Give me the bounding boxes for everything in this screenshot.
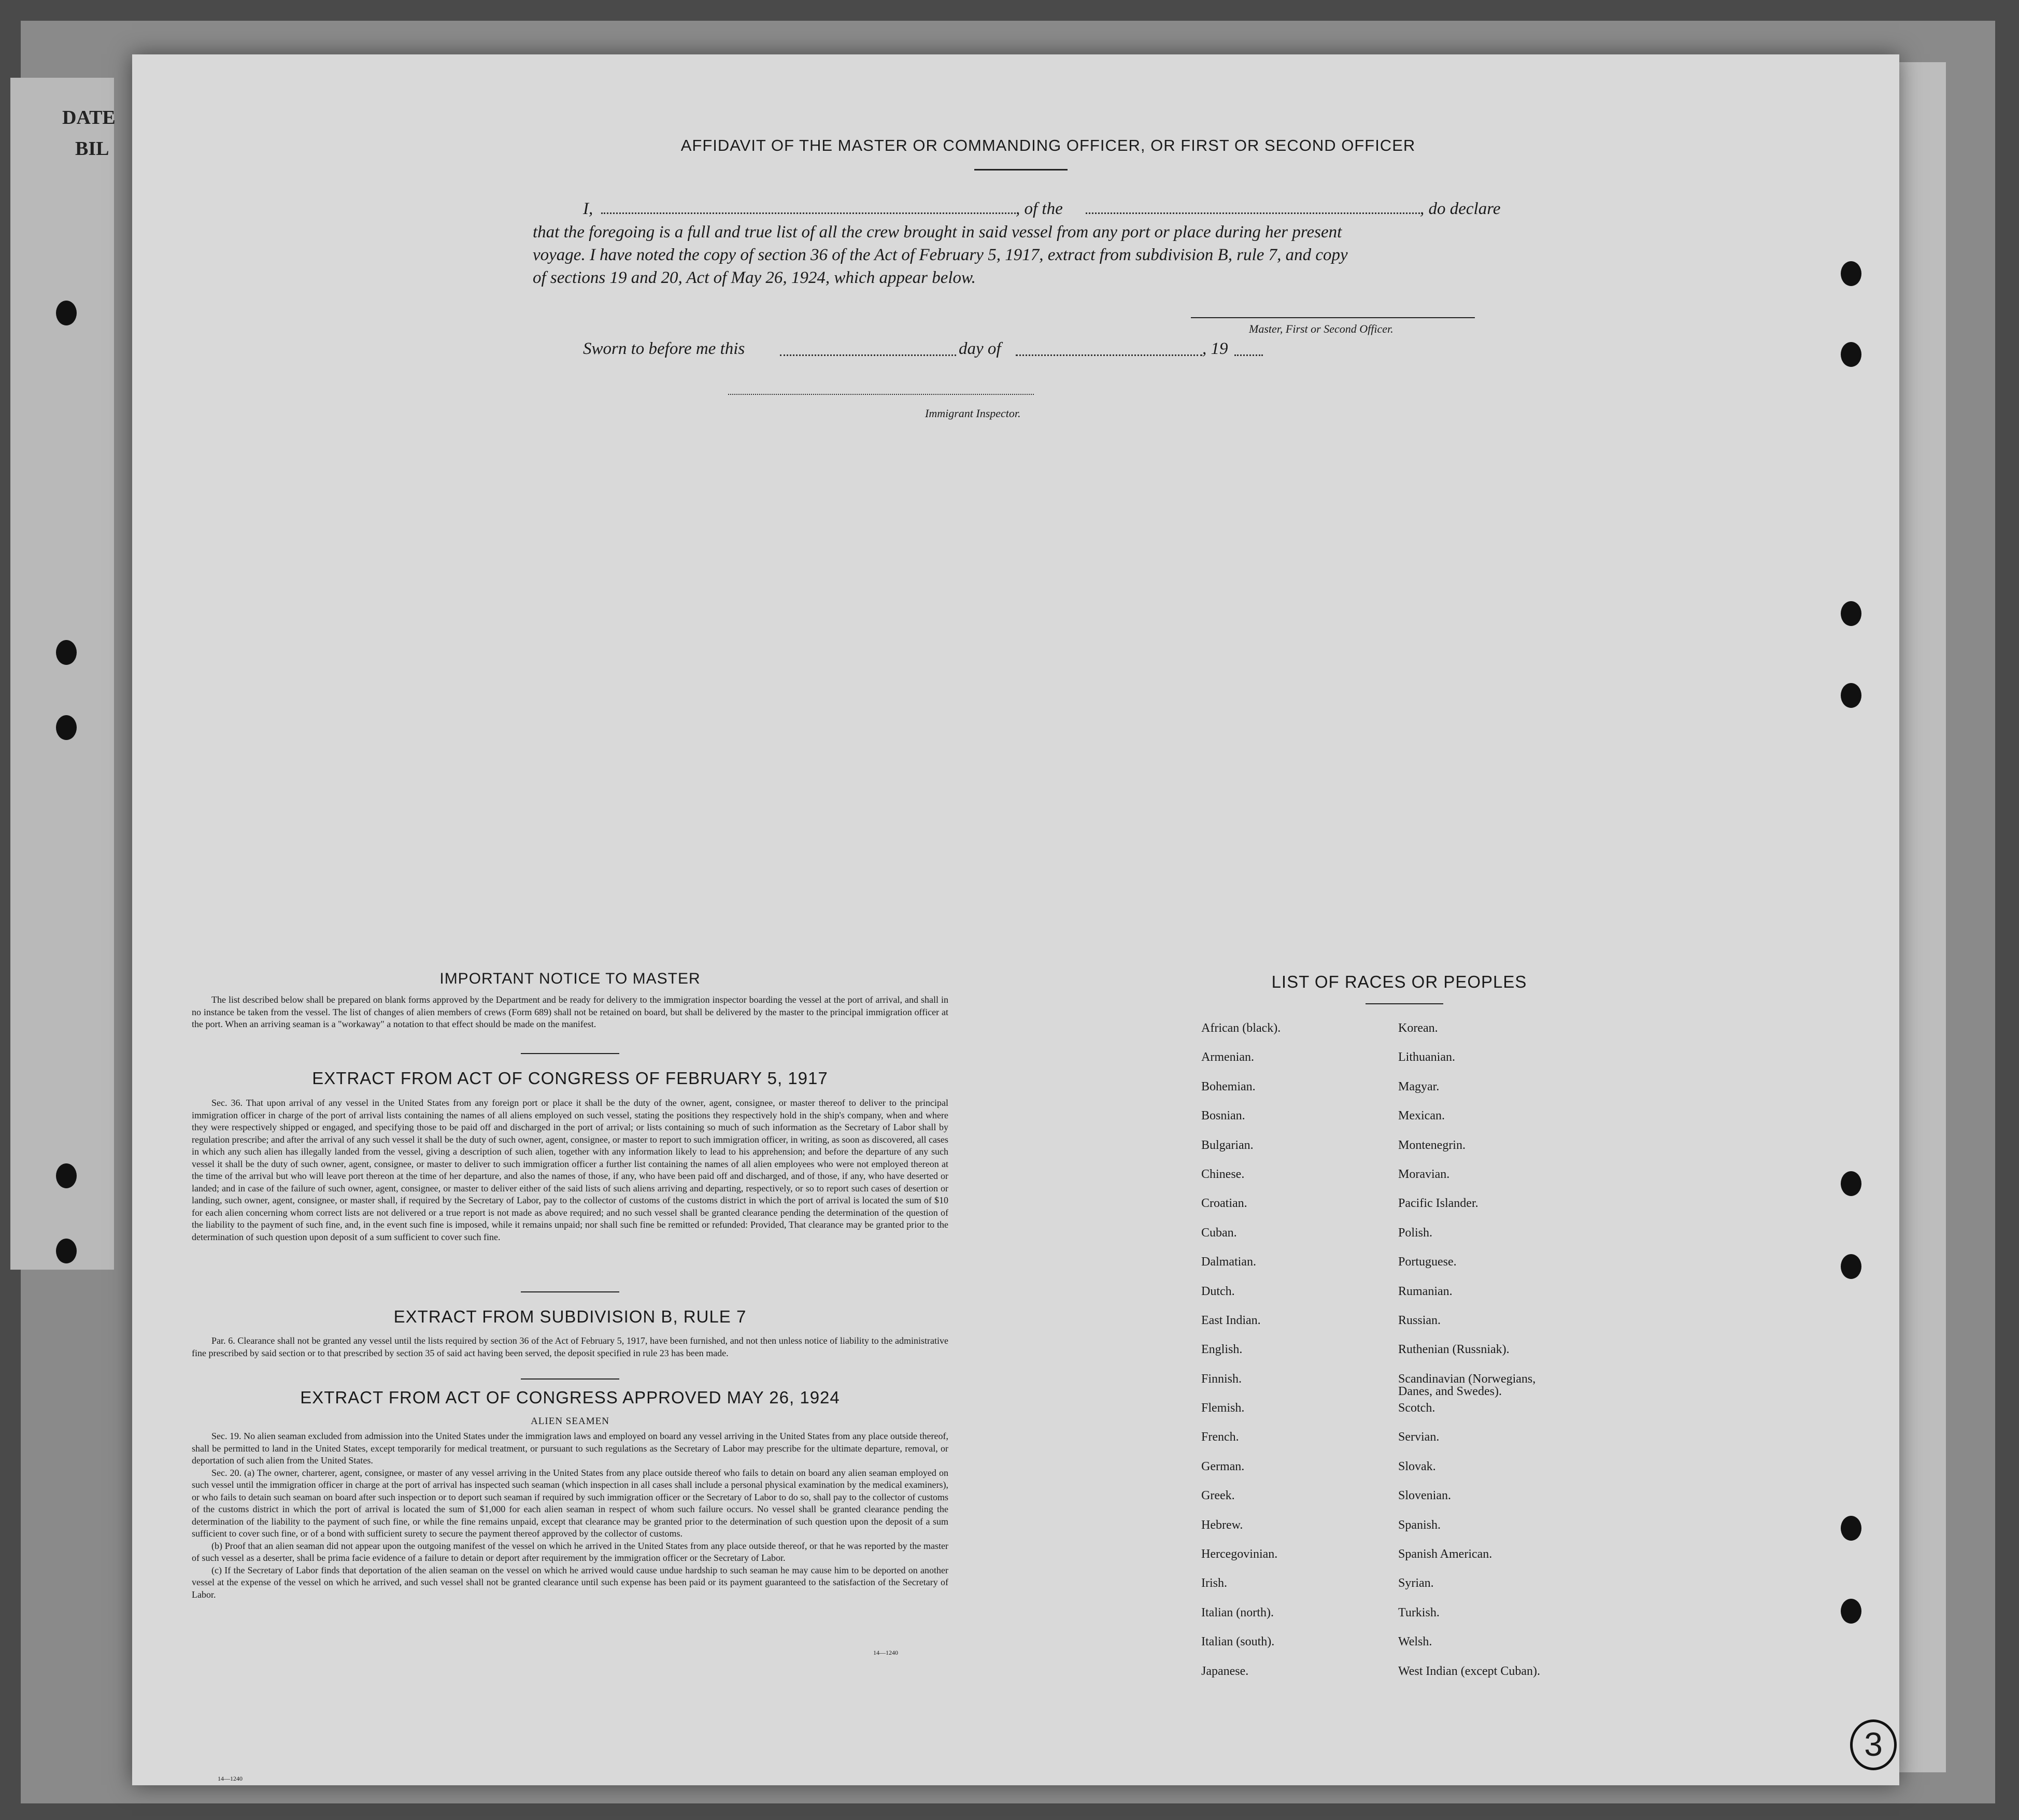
extract-1924-text	[192, 1430, 948, 1601]
race-left-item: Chinese.	[1201, 1167, 1245, 1181]
race-left-item: Italian (north).	[1201, 1605, 1274, 1619]
race-right-item: Scotch.	[1398, 1401, 1435, 1415]
race-right-item: Servian.	[1398, 1430, 1440, 1444]
back-sheet-label-bil: BIL	[75, 138, 109, 160]
notice-title: IMPORTANT NOTICE TO MASTER	[439, 970, 701, 987]
race-left-item: Croatian.	[1201, 1197, 1247, 1211]
punch-hole	[1841, 1171, 1861, 1196]
races-divider	[1366, 1003, 1443, 1004]
year-text: , 19	[1202, 339, 1228, 358]
extract-1917-title: EXTRACT FROM ACT OF CONGRESS OF FEBRUARY 5, 1917	[312, 1069, 828, 1088]
race-right-item: Mexican.	[1398, 1109, 1445, 1123]
notice-paragraph: The list described below shall be prepared on blank forms approved by the Department and be ready for delivery to the immigration inspector boarding the vessel at the port of arrival, and shall in no instance be taken from the vessel. The list of changes of alien members of crews (Form 689) shall not be retained on board, but shall be delivered by the master to the principal immigration officer at the port. When an arriving seaman is a "workaway" a notation to that effect should be made on the manifest.	[192, 994, 948, 1029]
name-blank[interactable]	[601, 212, 1016, 214]
race-left-item: Japanese.	[1201, 1664, 1249, 1678]
paper-edge	[1899, 62, 1946, 1772]
sworn-year-blank[interactable]	[1234, 354, 1263, 356]
vessel-blank[interactable]	[1086, 212, 1420, 214]
race-right-item: Montenegrin.	[1398, 1138, 1466, 1152]
race-right-item: Korean.	[1398, 1021, 1438, 1035]
race-left-item: Bosnian.	[1201, 1109, 1245, 1123]
race-left-item: Hercegovinian.	[1201, 1547, 1278, 1561]
extract-1924-title: EXTRACT FROM ACT OF CONGRESS APPROVED MAY 26, 1924	[300, 1388, 840, 1407]
affidavit-do-declare: , do declare	[1420, 200, 1501, 218]
race-right-item: Pacific Islander.	[1398, 1197, 1478, 1211]
master-signature-line[interactable]	[1191, 317, 1475, 318]
race-left-item: African (black).	[1201, 1021, 1281, 1035]
section-20a-paragraph: Sec. 20. (a) The owner, charterer, agent, consignee, or master of any vessel arriving in the United States from any place outside thereof who fails to detain on board any alien seaman employed on such vessel until the immigration officer in charge at the port of arrival has inspected such seaman (which inspection in all cases shall include a personal physical examination by the medical examiners), or who fails to detain such seaman on board after such inspection or to deport such seaman if required by such immigration officer or the Secretary of Labor to do so, shall pay to the collector of customs of the customs district in which the port of arrival is located the sum of $1,000 for each alien seaman in respect of whom such failure occurs. No vessel shall be granted clearance pending the determination of the liability to the payment of such fine, or while the fine remains unpaid, except that clearance may be granted prior to the determination of such question upon the deposit of a sum sufficient to cover such fine, or of a bond with sufficient surety to secure the payment thereof approved by the collector of customs.	[192, 1467, 948, 1539]
race-left-item: Bulgarian.	[1201, 1138, 1254, 1152]
affidavit-of-the: , of the	[1016, 200, 1063, 218]
race-left-item: English.	[1201, 1343, 1243, 1357]
race-right-item: Ruthenian (Russniak).	[1398, 1343, 1510, 1357]
race-right-item: Moravian.	[1398, 1167, 1450, 1181]
race-right-item: Slovenian.	[1398, 1489, 1451, 1503]
notice-divider	[521, 1053, 619, 1054]
affidavit-i: I,	[583, 200, 593, 218]
race-right-item: Spanish American.	[1398, 1547, 1492, 1561]
race-right-item: Slovak.	[1398, 1459, 1436, 1473]
race-left-item: German.	[1201, 1459, 1245, 1473]
race-right-item: Polish.	[1398, 1226, 1433, 1240]
races-right-column	[1398, 1022, 1688, 1694]
form-number: 14—1240	[873, 1649, 898, 1656]
race-right-item: Portuguese.	[1398, 1255, 1457, 1269]
master-signature-label: Master, First or Second Officer.	[1249, 322, 1394, 335]
affidavit-line-2: that the foregoing is a full and true list of all the crew brought in said vessel from any port or place during her present	[533, 223, 1342, 241]
race-right-item: West Indian (except Cuban).	[1398, 1664, 1540, 1678]
race-left-item: Italian (south).	[1201, 1635, 1275, 1649]
affidavit-title: AFFIDAVIT OF THE MASTER OR COMMANDING OFFICER, OR FIRST OR SECOND OFFICER	[680, 136, 1416, 154]
sworn-text: Sworn to before me this	[583, 339, 745, 358]
race-right-item: Scandinavian (Norwegians, Danes, and Swedes).	[1398, 1372, 1536, 1398]
extract-1917-divider	[521, 1291, 619, 1292]
extract-1917-text	[192, 1097, 948, 1243]
rule-7-text	[192, 1335, 948, 1359]
race-left-item: Greek.	[1201, 1489, 1235, 1503]
back-sheet-label-date: DATE	[62, 107, 116, 129]
race-right-item: Syrian.	[1398, 1576, 1434, 1590]
race-left-item: Hebrew.	[1201, 1518, 1243, 1532]
back-sheet-form-number: 14—1240	[218, 1775, 243, 1782]
race-right-item: Welsh.	[1398, 1635, 1432, 1649]
inspector-signature-label: Immigrant Inspector.	[925, 407, 1021, 420]
race-right-item: Russian.	[1398, 1313, 1441, 1327]
back-sheet-strip	[10, 78, 114, 1270]
day-of-text: day of	[959, 339, 1001, 358]
punch-hole	[1841, 601, 1861, 626]
punch-hole	[56, 1163, 77, 1188]
race-left-item: Finnish.	[1201, 1372, 1242, 1386]
sworn-date-blank[interactable]	[780, 354, 956, 356]
punch-hole	[1841, 342, 1861, 367]
punch-hole	[1841, 261, 1861, 286]
race-left-item: Dutch.	[1201, 1284, 1235, 1298]
punch-hole	[1841, 1516, 1861, 1541]
sworn-month-blank[interactable]	[1016, 354, 1202, 356]
punch-hole	[56, 640, 77, 665]
title-divider	[974, 169, 1068, 170]
race-right-item: Lithuanian.	[1398, 1050, 1455, 1064]
race-left-item: Armenian.	[1201, 1050, 1254, 1064]
rule-7-title: EXTRACT FROM SUBDIVISION B, RULE 7	[393, 1307, 747, 1326]
affidavit-line-4: of sections 19 and 20, Act of May 26, 1924, which appear below.	[533, 268, 976, 287]
rule-7-divider	[521, 1378, 619, 1380]
race-right-item: Rumanian.	[1398, 1284, 1453, 1298]
punch-hole	[56, 301, 77, 325]
alien-seamen-subtitle: ALIEN SEAMEN	[531, 1416, 609, 1427]
punch-hole	[1841, 683, 1861, 708]
race-left-item: Flemish.	[1201, 1401, 1245, 1415]
section-20b-paragraph: (b) Proof that an alien seaman did not appear upon the outgoing manifest of the vessel on which he arrived in the United States from any place outside thereof, or that he was reported by the master of such vessel as a deserter, shall be prima facie evidence of a failure to detain or deport after requirement by the immigration officer or the Secretary of Labor.	[192, 1540, 948, 1563]
section-20c-paragraph: (c) If the Secretary of Labor finds that deportation of the alien seaman on the vessel on which he arrived would cause undue hardship to such seaman he may cause him to be deported on another vessel at the expense of the vessel on which he arrived, and such vessel shall not be granted clearance until such expense has been paid or its payment guaranteed to the satisfaction of the Secretary of Labor.	[192, 1565, 948, 1600]
section-19-paragraph: Sec. 19. No alien seaman excluded from admission into the United States under the immigration laws and employed on board any vessel arriving in the United States from any place outside thereof, shall be permitted to land in the United States, except temporarily for medical treatment, or pursuant to such regulations as the Secretary of Labor may prescribe for the ultimate departure, removal, or deportation of such alien from the United States.	[192, 1431, 948, 1466]
punch-hole	[56, 715, 77, 740]
race-right-item: Turkish.	[1398, 1605, 1440, 1619]
race-left-item: Cuban.	[1201, 1226, 1237, 1240]
page-number: 3	[1850, 1719, 1897, 1770]
notice-text	[192, 994, 948, 1031]
race-right-item: Spanish.	[1398, 1518, 1441, 1532]
race-left-item: Irish.	[1201, 1576, 1227, 1590]
race-left-item: East Indian.	[1201, 1313, 1261, 1327]
race-left-item: French.	[1201, 1430, 1239, 1444]
races-title: LIST OF RACES OR PEOPLES	[1271, 972, 1527, 991]
race-right-item: Magyar.	[1398, 1079, 1440, 1093]
affidavit-line-3: voyage. I have noted the copy of section 36 of the Act of February 5, 1917, extract from subdivision B, rule 7, and copy	[533, 246, 1348, 264]
race-left-item: Bohemian.	[1201, 1079, 1256, 1093]
punch-hole	[1841, 1599, 1861, 1624]
inspector-signature-line[interactable]	[728, 394, 1034, 395]
section-36-paragraph: Sec. 36. That upon arrival of any vessel in the United States from any foreign port or place it shall be the duty of the owner, agent, consignee, or master thereof to deliver to the principal immigration officer in charge of the port of arrival lists containing the names of all aliens employed on such vessel, stating the positions they respectively hold in the ship's company, when and where they were respectively shipped or engaged, and specifying those to be paid off and discharged in the port of arrival; or lists containing so much of such information as the Secretary of Labor shall by regulation prescribe; and after the arrival of any such vessel it shall be the duty of such owner, agent, consignee, or master to report to such immigration officer, in writing, as soon as discovered, all cases in which any such alien has illegally landed from the vessel, giving a description of such alien, together with any information likely to lead to his apprehension; and before the departure of any such vessel it shall be the duty of such owner, agent, consignee, or master to deliver to such immigration officer a further list containing the names of all alien employees who were not employed thereon at the time of the arrival but who will leave port thereon at the time of her departure, and also the names of those, if any, who have been paid off and discharged, and of those, if any, who have deserted or landed; and in case of the failure of such owner, agent, consignee, or master to deliver either of the said lists of such aliens arriving and departing, respectively, or so to report such cases of desertion or landing, such owner, agent, consignee, or master shall, if required by the Secretary of Labor, pay to the collector of customs of the customs district in which the port of arrival is located the sum of $10 for each alien concerning whom correct lists are not delivered or a true report is not made as above required; and no such vessel shall be granted clearance pending the determination of the question of the liability to the payment of such fine, and, in the event such fine is imposed, while it remains unpaid; nor shall such fine be remitted or refunded: Provided, That clearance may be granted prior to the determination of such question upon deposit of a sum sufficient to cover such fine.	[192, 1098, 948, 1242]
par-6-paragraph: Par. 6. Clearance shall not be granted any vessel until the lists required by section 36 of the Act of February 5, 1917, have been furnished, and not then unless notice of liability to the administrative fine prescribed by said section or to that prescribed by section 35 of said act having been served, the deposit specified in rule 23 has been made.	[192, 1335, 948, 1358]
punch-hole	[1841, 1254, 1861, 1279]
race-left-item: Dalmatian.	[1201, 1255, 1256, 1269]
punch-hole	[56, 1239, 77, 1263]
